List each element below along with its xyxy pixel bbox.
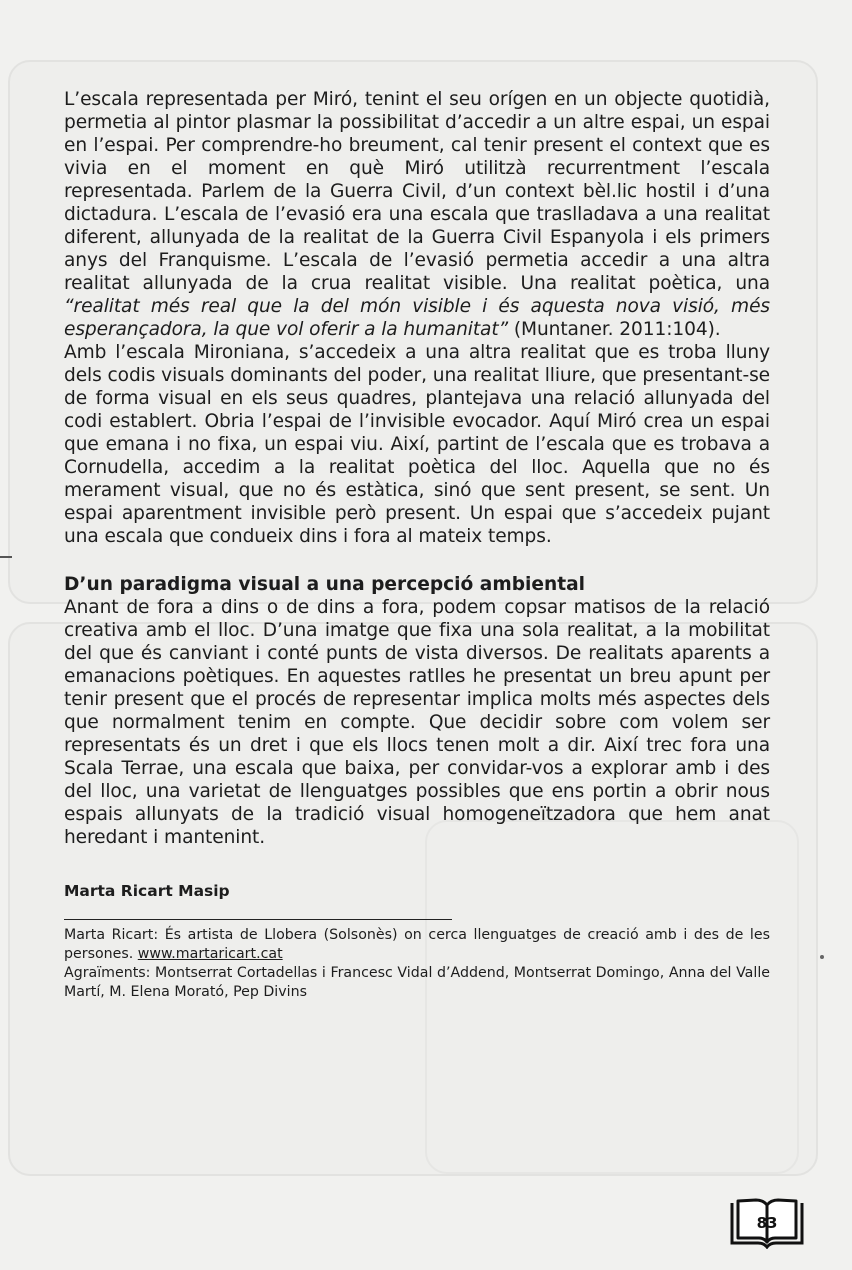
paragraph-1-text: L’escala representada per Miró, tenint el seu orígen en un objecte quotidià, permetia al pintor plasmar la possibilitat d’accedir a un altre espai, un espai en l’espai. Per comprendre-ho breument, cal tenir present el context que es vivia en el moment en què Miró utilitzà recurrentment l’escala representada. Parlem de la Guerra Civil, d’un context bèl.lic hostil i d’una dictadura. L’escala de l’evasió era una escala que traslladava a una realitat diferent, allunyada de la realitat de la Guerra Civil Espanyola i els primers anys del Franquisme. L’escala de l’evasió permetia accedir a una altra realitat allunyada de la crua realitat visible. Una realitat poètica, una	[64, 89, 770, 294]
footnote-divider	[64, 919, 452, 920]
author-bio	[64, 926, 770, 964]
acknowledgements: Agraïments: Montserrat Cortadellas i Francesc Vidal d’Addend, Montserrat Domingo, Anna del Valle Martí, M. Elena Morató, Pep Divins	[64, 965, 770, 1000]
page-number-badge	[728, 1197, 806, 1249]
paragraph-3: Anant de fora a dins o de dins a fora, podem copsar matisos de la relació creativa amb el lloc. D’una imatge que fixa una sola realitat, a la mobilitat del que és canviant i conté punts de vista diversos. De realitats aparents a emanacions poètiques. En aquestes ratlles he presentat un breu apunt per tenir present que el procés de representar implica molts més aspectes dels que normalment tenim en compte. Que decidir sobre com volem ser representats és un dret i que els llocs tenen molt a dir. Així trec fora una Scala Terrae, una escala que baixa, per convidar-vos a explorar amb i des del lloc, una varietat de llenguatges possibles que ens portin a obrir nous espais allunyats de la tradició visual homogeneïtzadora que hem anat heredant i mantenint.	[64, 597, 770, 848]
author-name: Marta Ricart Masip	[64, 882, 230, 900]
paragraph-2: Amb l’escala Mironiana, s’accedeix a una altra realitat que es troba lluny dels codis visuals dominants del poder, una realitat lliure, que presentant-se de forma visual en els seus quadres, plantejava una relació allunyada del codi establert. Obria l’espai de l’invisible evocador. Aquí Miró crea un espai que emana i no fixa, un espai viu. Així, partint de l’escala que es trobava a Cornudella, accedim a la realitat poètica del lloc. Aquella que no és merament visual, que no és estàtica, sinó que sent present, se sent. Un espai aparentment invisible però present. Un espai que s’accedeix pujant una escala que condueix dins i fora al mateix temps.	[64, 342, 770, 547]
quotation: “realitat més real que la del món visible i és aquesta nova visió, més esperançadora, la que vol oferir a la humanitat”	[64, 296, 770, 340]
author-bio-text: Marta Ricart: És artista de Llobera (Solsonès) on cerca llenguatges de creació amb i des de les persones.	[64, 927, 770, 962]
paragraph-1	[64, 88, 770, 341]
speck-mark	[820, 955, 824, 959]
margin-mark	[0, 556, 12, 558]
citation: (Muntaner. 2011:104).	[508, 319, 721, 340]
page-number: 83	[756, 1214, 778, 1232]
article-body	[64, 88, 770, 1002]
section-heading: D’un paradigma visual a una percepció ambiental	[64, 574, 586, 595]
author-website-link[interactable]: www.martaricart.cat	[137, 946, 283, 962]
